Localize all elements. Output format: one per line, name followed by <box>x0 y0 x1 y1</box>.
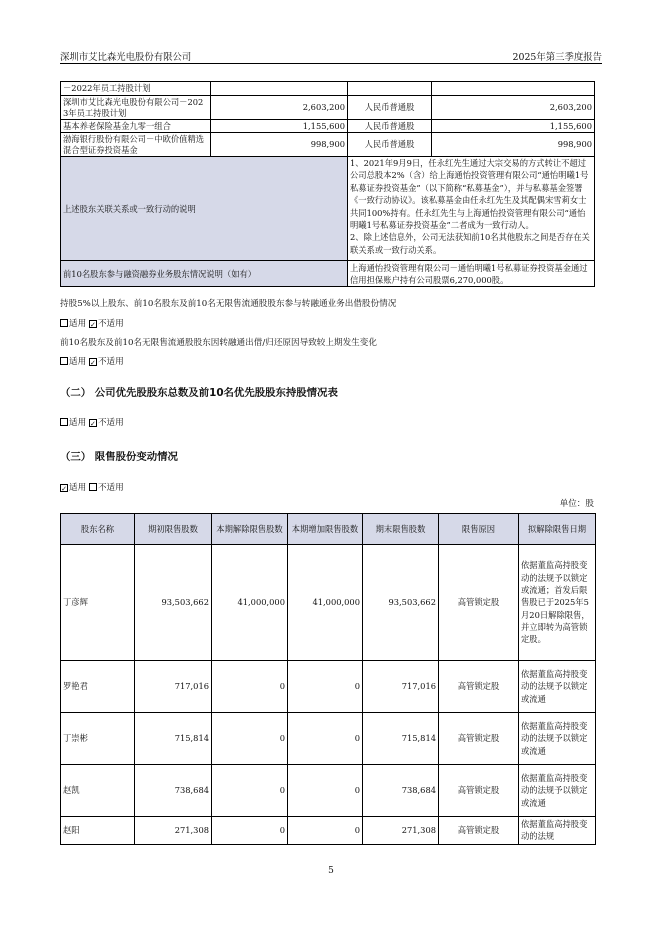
holder-name: 丁崇彬 <box>61 713 135 765</box>
checked-box-icon: ✓ <box>90 359 96 367</box>
release-qty: 0 <box>212 661 288 713</box>
header-report-title: 2025年第三季度报告 <box>512 52 602 63</box>
release-date: 依据董监高持股变动的法规 <box>519 817 596 845</box>
holder-name: 渤海银行股份有限公司－中欧价值精选混合型证券投资基金 <box>61 133 211 157</box>
margin-row <box>61 261 595 287</box>
table-row <box>61 82 595 96</box>
release-date: 依据董监高持股变动的法规予以锁定或流通 <box>519 661 596 713</box>
restricted-shares-table <box>60 513 596 845</box>
restricted-applicability: ✓ 适用 不适用 <box>61 483 124 493</box>
holder-name: 赵凯 <box>61 765 135 817</box>
restrict-reason: 高管锁定股 <box>439 661 519 713</box>
col-header: 限售原因 <box>439 514 519 545</box>
holder-name: 赵阳 <box>61 817 135 845</box>
add-qty: 0 <box>288 713 363 765</box>
table-header-row <box>61 514 596 545</box>
unchecked-box-icon <box>60 418 68 426</box>
begin-qty: 717,016 <box>135 661 212 713</box>
begin-qty: 93,503,662 <box>135 545 212 661</box>
margin-label: 前10名股东参与融资融券业务股东情况说明（如有） <box>61 261 348 287</box>
page-number: 5 <box>328 866 334 876</box>
table-row <box>61 817 596 845</box>
unchecked-box-icon <box>60 319 68 327</box>
table-row <box>61 545 596 661</box>
restrict-reason: 高管锁定股 <box>439 545 519 661</box>
release-date: 依据董监高持股变动的法规予以锁定或流通 <box>519 765 596 817</box>
add-qty: 41,000,000 <box>288 545 363 661</box>
release-qty: 0 <box>212 817 288 845</box>
relation-label: 上述股东关联关系或一致行动的说明 <box>61 157 348 261</box>
restrict-reason: 高管锁定股 <box>439 817 519 845</box>
preferred-applicability: 适用 ✓ 不适用 <box>60 416 124 428</box>
unchecked-box-icon <box>89 483 97 491</box>
checked-box-icon: ✓ <box>61 485 67 493</box>
holder-name: －2022年员工持股计划 <box>61 82 211 96</box>
share-type: 人民币普通股 <box>348 120 432 133</box>
unchecked-box-icon <box>60 357 68 365</box>
table-row <box>61 133 595 157</box>
holding-qty: 1,155,600 <box>211 120 348 133</box>
relation-text: 1、2021年9月9日，任永红先生通过大宗交易的方式转让不超过公司总股本2%（含）给上海通怡投资管理有限公司“通怡明曦1号私募证券投资基金”（以下简称“私募基金”），并与私募基金签署《一致行动协议》。该私募基金由任永红先生及其配偶宋雪莉女士共同100%持有。任永红先生与上海通怡投资管理有限公司“通怡明曦1号私募证券投资基金”二者成为一致行动人。 2、除上述信息外，公司无法获知前10名其他股东之间是否存在关联关系或一致行动关系。 <box>348 157 595 261</box>
margin-text: 上海通怡投资管理有限公司－通怡明曦1号私募证券投资基金通过信用担保账户持有公司股票6,270,000股。 <box>348 261 595 287</box>
begin-qty: 738,684 <box>135 765 212 817</box>
release-qty: 0 <box>212 713 288 765</box>
end-qty: 717,016 <box>363 661 439 713</box>
release-date: 依据董监高持股变动的法规予以锁定或流通 <box>519 713 596 765</box>
share-qty: 1,155,600 <box>432 120 595 133</box>
begin-qty: 715,814 <box>135 713 212 765</box>
share-type: 人民币普通股 <box>348 133 432 157</box>
change-paragraph: 前10名股东及前10名无限售流通股股东因转融通出借/归还原因导致较上期发生变化 <box>60 338 377 348</box>
share-qty: 998,900 <box>432 133 595 157</box>
restrict-reason: 高管锁定股 <box>439 713 519 765</box>
header-divider <box>60 63 602 64</box>
add-qty: 0 <box>288 661 363 713</box>
add-qty: 0 <box>288 765 363 817</box>
change-applicability: 适用 ✓ 不适用 <box>60 355 124 367</box>
lending-paragraph: 持股5%以上股东、前10名股东及前10名无限售流通股股东参与转融通业务出借股份情况 <box>60 299 397 309</box>
end-qty: 715,814 <box>363 713 439 765</box>
table-row <box>61 96 595 120</box>
release-date: 依据董监高持股变动的法规予以锁定或流通；首发后限售股已于2025年5月20日解除限售，并立即转为高管锁定股。 <box>519 545 596 661</box>
table-row <box>61 713 596 765</box>
end-qty: 738,684 <box>363 765 439 817</box>
unit-label: 单位：股 <box>559 499 594 509</box>
col-header: 期初限售股数 <box>135 514 212 545</box>
col-header: 本期增加限售股数 <box>288 514 363 545</box>
section-restricted-title: （三） 限售股份变动情况 <box>60 451 178 463</box>
col-header: 拟解除限售日期 <box>519 514 596 545</box>
lending-applicability: 适用 ✓ 不适用 <box>60 317 124 329</box>
relation-row <box>61 157 595 261</box>
header-company: 深圳市艾比森光电股份有限公司 <box>60 52 192 63</box>
restrict-reason: 高管锁定股 <box>439 765 519 817</box>
add-qty: 0 <box>288 817 363 845</box>
checked-box-icon: ✓ <box>90 321 96 329</box>
section-preferred-title: （二） 公司优先股股东总数及前10名优先股股东持股情况表 <box>60 387 338 399</box>
end-qty: 271,308 <box>363 817 439 845</box>
share-qty: 2,603,200 <box>432 96 595 120</box>
col-header: 股东名称 <box>61 514 135 545</box>
holder-name: 基本养老保险基金九零一组合 <box>61 120 211 133</box>
begin-qty: 271,308 <box>135 817 212 845</box>
table-row <box>61 765 596 817</box>
release-qty: 0 <box>212 765 288 817</box>
holder-name: 罗艳君 <box>61 661 135 713</box>
end-qty: 93,503,662 <box>363 545 439 661</box>
release-qty: 41,000,000 <box>212 545 288 661</box>
col-header: 本期解除限售股数 <box>212 514 288 545</box>
holding-qty: 998,900 <box>211 133 348 157</box>
table-row <box>61 661 596 713</box>
holder-name: 深圳市艾比森光电股份有限公司－2023年员工持股计划 <box>61 96 211 120</box>
checked-box-icon: ✓ <box>90 420 96 428</box>
holding-qty: 2,603,200 <box>211 96 348 120</box>
table-row <box>61 120 595 133</box>
share-type: 人民币普通股 <box>348 96 432 120</box>
col-header: 期末限售股数 <box>363 514 439 545</box>
top-shareholders-table <box>60 81 595 287</box>
holder-name: 丁彦辉 <box>61 545 135 661</box>
